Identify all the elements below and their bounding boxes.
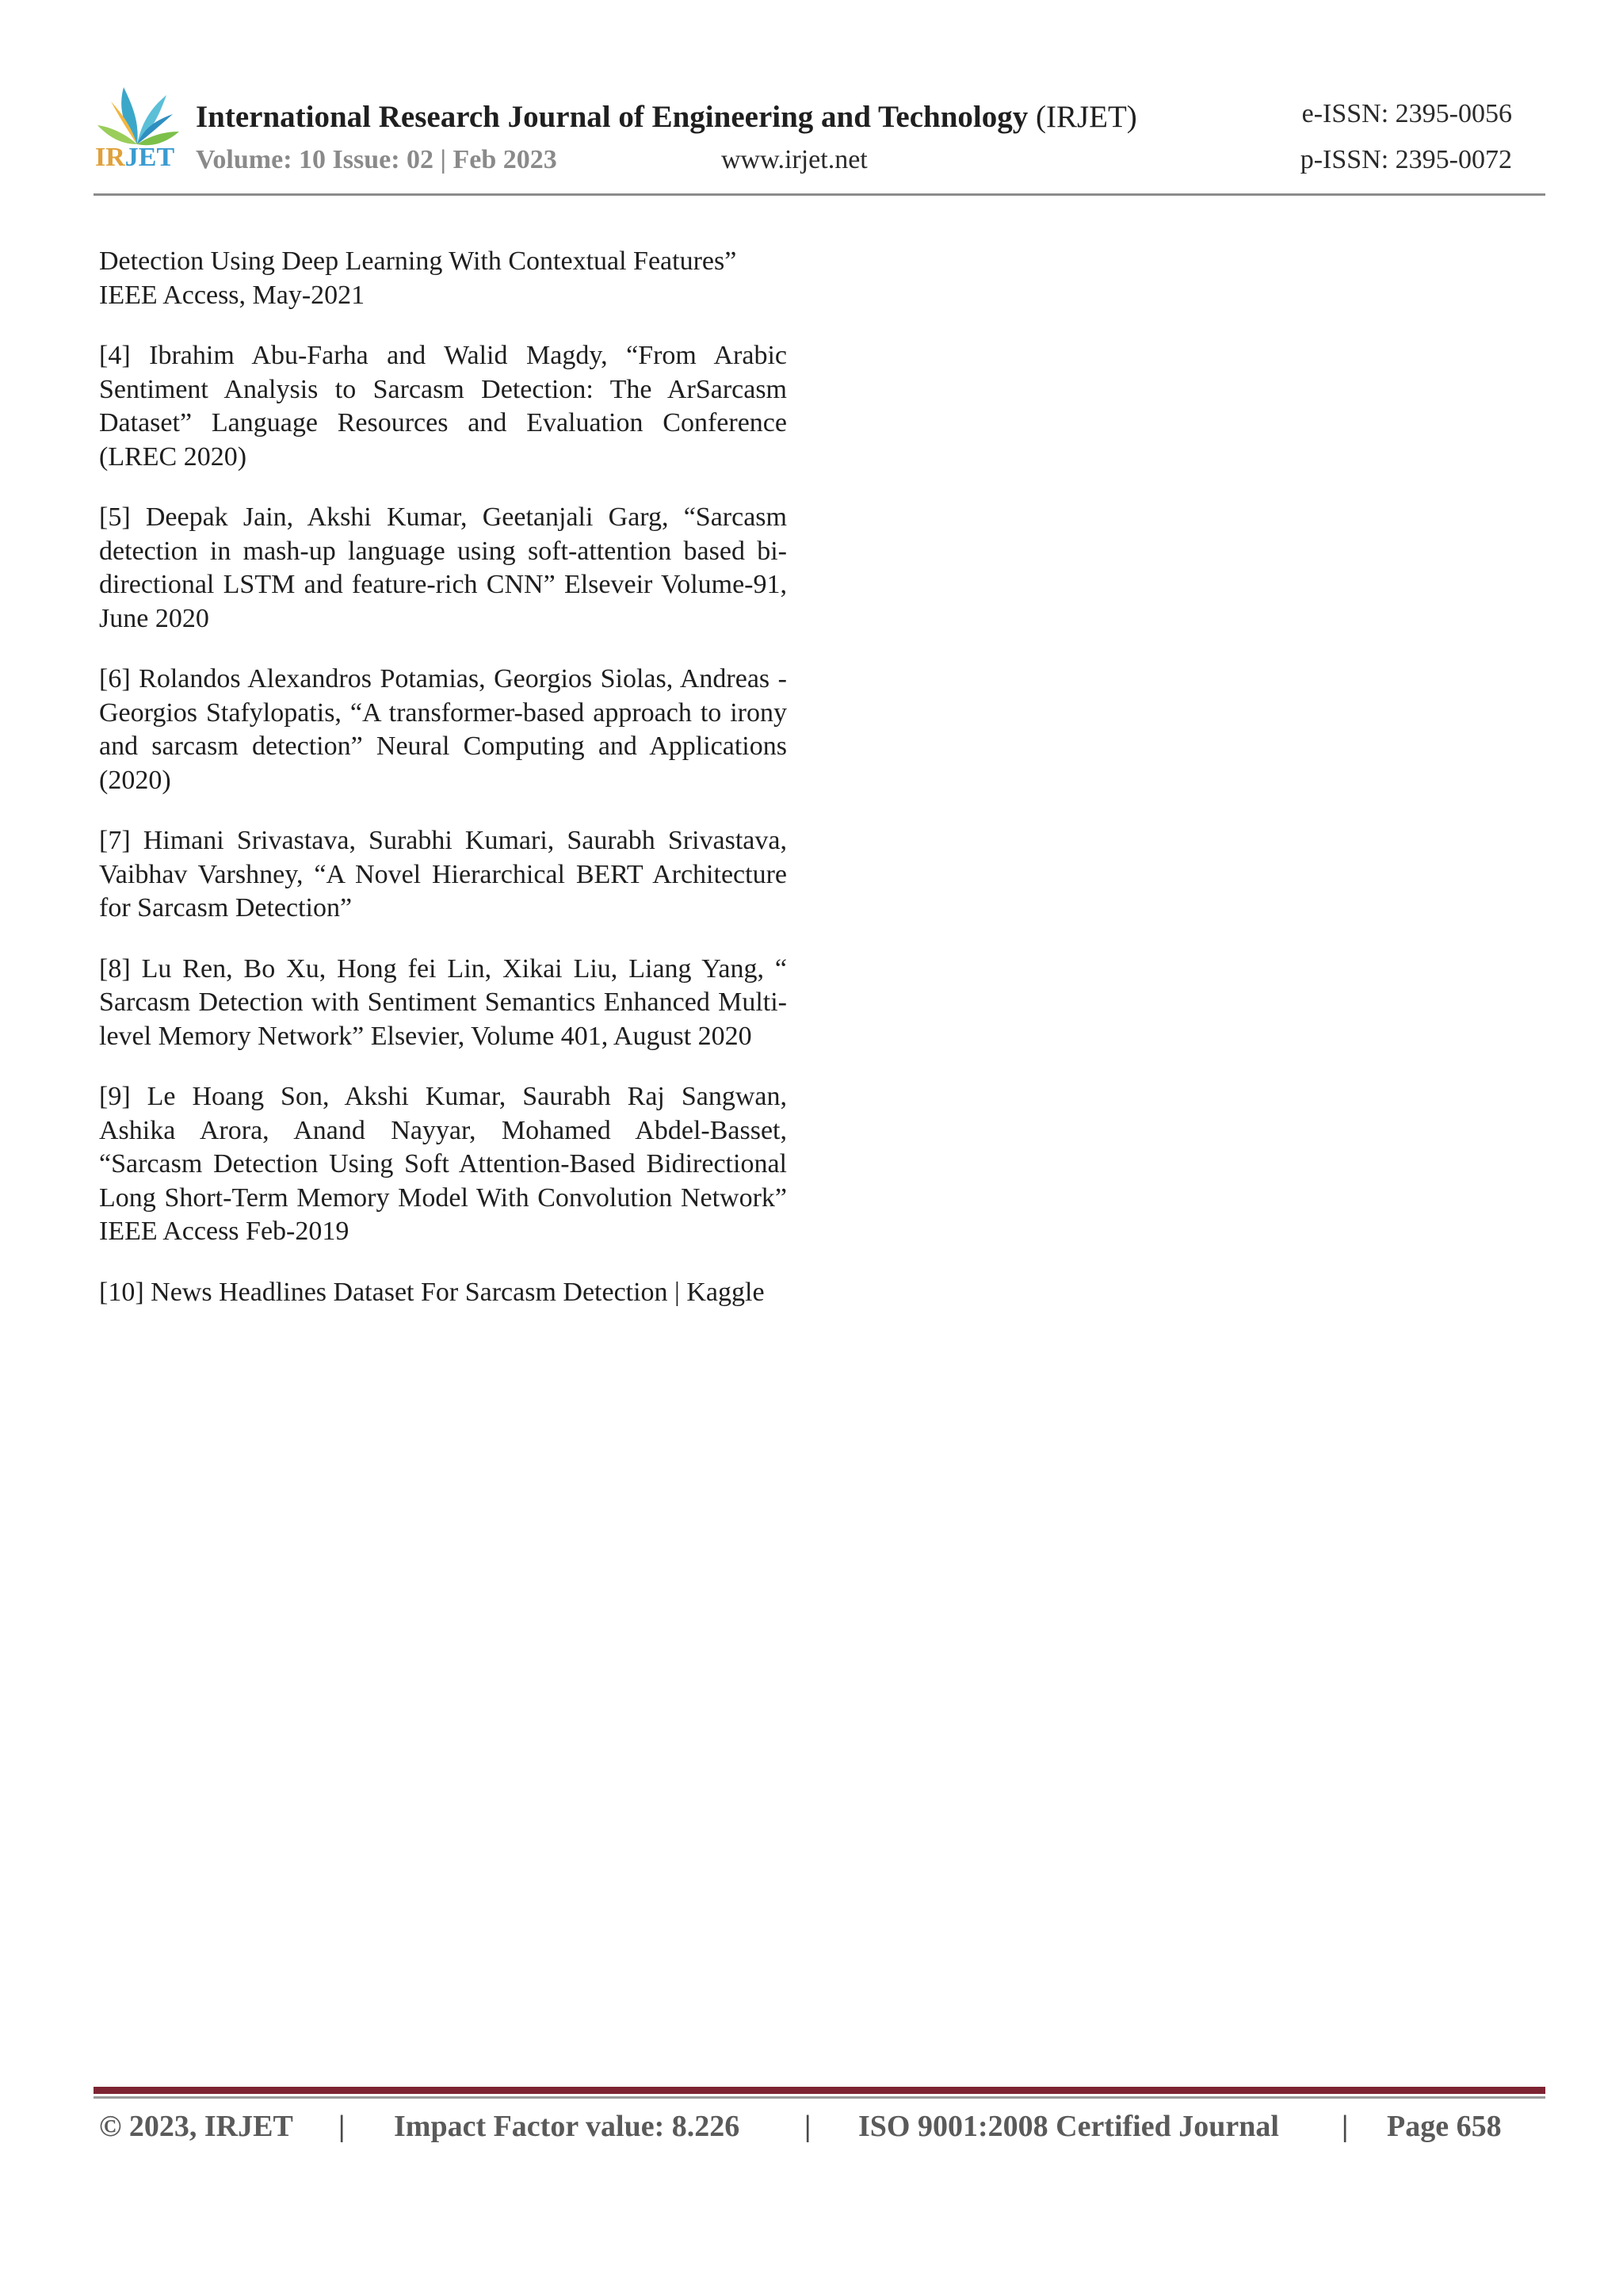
logo-wordmark-jet: JET <box>124 143 175 172</box>
reference-item: [6] Rolandos Alexandros Potamias, Georgios Siolas, Andreas - Georgios Stafylopatis, “A transformer-based approach to irony and sarcasm detection” Neural Computing and Applications (2020) <box>99 664 787 795</box>
reference-item: [7] Himani Srivastava, Surabhi Kumari, Saurabh Srivastava, Vaibhav Varshney, “A Novel Hierarchical BERT Architecture for Sarcasm Detection” <box>99 826 787 923</box>
footer-separator: | <box>338 2110 346 2143</box>
logo-wordmark <box>95 143 174 173</box>
journal-title-main: International Research Journal of Engineering and Technology <box>196 100 1029 134</box>
references-list <box>99 245 787 1336</box>
reference-item: Detection Using Deep Learning With Contextual Features” IEEE Access, May-2021 <box>99 246 737 310</box>
footer-impact-factor: Impact Factor value: 8.226 <box>394 2110 740 2143</box>
footer-separator: | <box>1342 2110 1349 2143</box>
reference-item: [8] Lu Ren, Bo Xu, Hong fei Lin, Xikai Liu, Liang Yang, “ Sarcasm Detection with Sentiment Semantics Enhanced Multi-level Memory Network” Elsevier, Volume 401, August 2020 <box>99 953 787 1051</box>
p-issn: p-ISSN: 2395-0072 <box>1300 145 1512 174</box>
reference-item: [5] Deepak Jain, Akshi Kumar, Geetanjali Garg, “Sarcasm detection in mash-up language using soft-attention based bi-directional LSTM and feature-rich CNN” Elseveir Volume-91, June 2020 <box>99 502 787 633</box>
journal-title <box>196 99 1137 135</box>
footer-copyright: © 2023, IRJET <box>99 2110 293 2143</box>
footer-divider-thin <box>94 2096 1545 2099</box>
header-divider <box>94 193 1545 196</box>
journal-title-abbrev: (IRJET) <box>1028 100 1137 134</box>
reference-item: [4] Ibrahim Abu-Farha and Walid Magdy, “From Arabic Sentiment Analysis to Sarcasm Detection: The ArSarcasm Dataset” Language Resources and Evaluation Conference (LREC 2020) <box>99 341 787 472</box>
footer-page-number: Page 658 <box>1387 2110 1502 2143</box>
footer-separator: | <box>804 2110 812 2143</box>
reference-item: [10] News Headlines Dataset For Sarcasm Detection | Kaggle <box>99 1277 765 1307</box>
reference-item: [9] Le Hoang Son, Akshi Kumar, Saurabh Raj Sangwan, Ashika Arora, Anand Nayyar, Mohamed Abdel-Basset, “Sarcasm Detection Using Soft Attention-Based Bidirectional Long Short-Term Memory Model With Convolution Network” IEEE Access Feb-2019 <box>99 1082 787 1246</box>
e-issn: e-ISSN: 2395-0056 <box>1301 99 1512 128</box>
website-link[interactable]: www.irjet.net <box>721 145 868 174</box>
footer-divider <box>94 2087 1545 2094</box>
logo-wordmark-ir: IR <box>95 143 125 172</box>
footer-iso: ISO 9001:2008 Certified Journal <box>858 2110 1279 2143</box>
volume-issue: Volume: 10 Issue: 02 | Feb 2023 <box>196 145 557 174</box>
page-footer <box>99 2109 1549 2147</box>
